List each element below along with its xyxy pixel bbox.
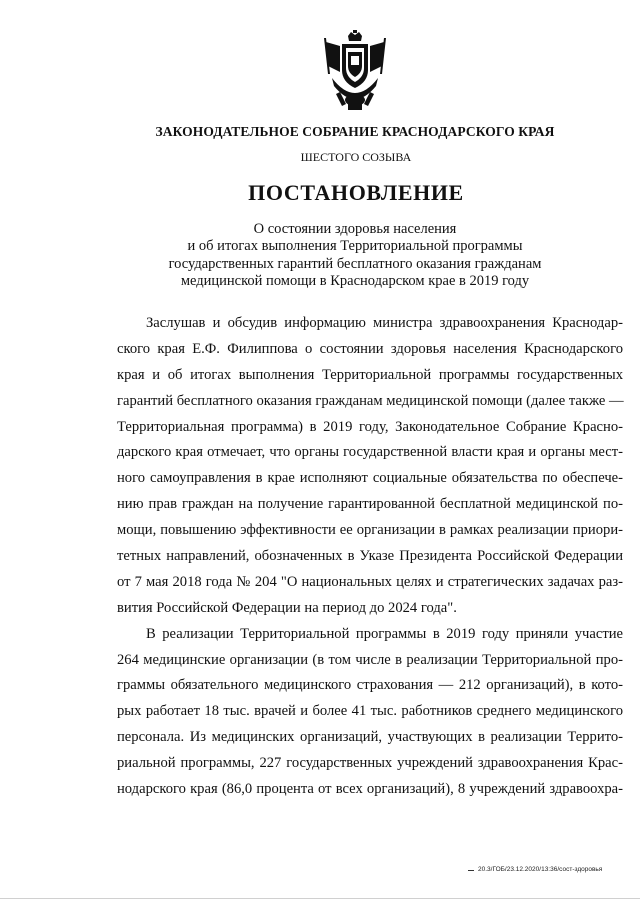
organization-name: ЗАКОНОДАТЕЛЬНОЕ СОБРАНИЕ КРАСНОДАРСКОГО КРАЯ: [155, 124, 555, 139]
resolution-body: [117, 311, 623, 803]
page-bottom-divider: [0, 898, 640, 899]
paragraph-1-line: ского края Е.Ф. Филиппова о состоянии здоровья населения Краснодарского: [117, 340, 623, 357]
paragraph-2-line: риальной программы, 227 государственных учреждений здравоохранения Крас-: [117, 755, 623, 772]
paragraph-1-line: Территориальная программа) в 2019 году, Законодательное Собрание Красно-: [117, 418, 623, 435]
paragraph-1-line: гарантий бесплатного оказания гражданам медицинской помощи (далее также —: [117, 392, 624, 409]
paragraph-1-line: вития Российской Федерации на период до 2024 года".: [117, 599, 457, 616]
subject-line: и об итогах выполнения Территориальной программы: [187, 238, 523, 255]
paragraph-1-line: края и об итогах выполнения Территориальной программы государственных: [117, 366, 623, 383]
footer-dash: [468, 870, 474, 871]
paragraph-1-line: мощи, повышению эффективности ее организации в рамках реализации приори-: [117, 522, 623, 539]
paragraph-1-line: дарского края отмечает, что органы государственной власти края и органы мест-: [117, 444, 623, 461]
convocation-label: ШЕСТОГО СОЗЫВА: [300, 150, 412, 164]
paragraph-2-line: граммы обязательного медицинского страхования — 212 организаций), в кото-: [117, 677, 623, 694]
coat-of-arms-icon: [318, 30, 392, 114]
paragraph-1-line: от 7 мая 2018 года № 204 "О национальных целях и стратегических задачах раз-: [117, 573, 623, 590]
paragraph-2-line: рых работает 18 тыс. врачей и более 41 тыс. работников среднего медицинского: [117, 703, 623, 720]
paragraph-1-line: тетных направлений, обозначенных в Указе Президента Российской Федерации: [117, 548, 623, 565]
paragraph-1-line: нию прав граждан на получение гарантированной бесплатной медицинской по-: [117, 496, 623, 513]
subject-line: О состоянии здоровья населения: [253, 221, 457, 237]
document-code: 20.3/ГОБ/23.12.2020/13:36/сост-здоровья: [478, 866, 603, 873]
document-type-title: ПОСТАНОВЛЕНИЕ: [248, 180, 464, 205]
paragraph-2-line: нодарского края (86,0 процента от всех организаций), 8 учреждений здравоохра-: [117, 781, 623, 798]
paragraph-2-line: персонала. Из медицинских организаций, участвующих в реализации Террито-: [117, 729, 623, 746]
paragraph-2-line: В реализации Территориальной программы в 2019 году приняли участие: [146, 625, 623, 642]
paragraph-2-line: 264 медицинские организации (в том числе в реализации Территориальной про-: [117, 651, 623, 668]
subject-line: медицинской помощи в Краснодарском крае в 2019 году: [180, 272, 530, 289]
paragraph-1-line: Заслушав и обсудив информацию министра здравоохранения Краснодар-: [146, 315, 623, 331]
subject-line: государственных гарантий бесплатного оказания гражданам: [168, 255, 542, 272]
paragraph-1-line: ного самоуправления в крае исполняют социальные обязательства по обеспече-: [117, 470, 623, 487]
resolution-subject: [60, 221, 640, 290]
